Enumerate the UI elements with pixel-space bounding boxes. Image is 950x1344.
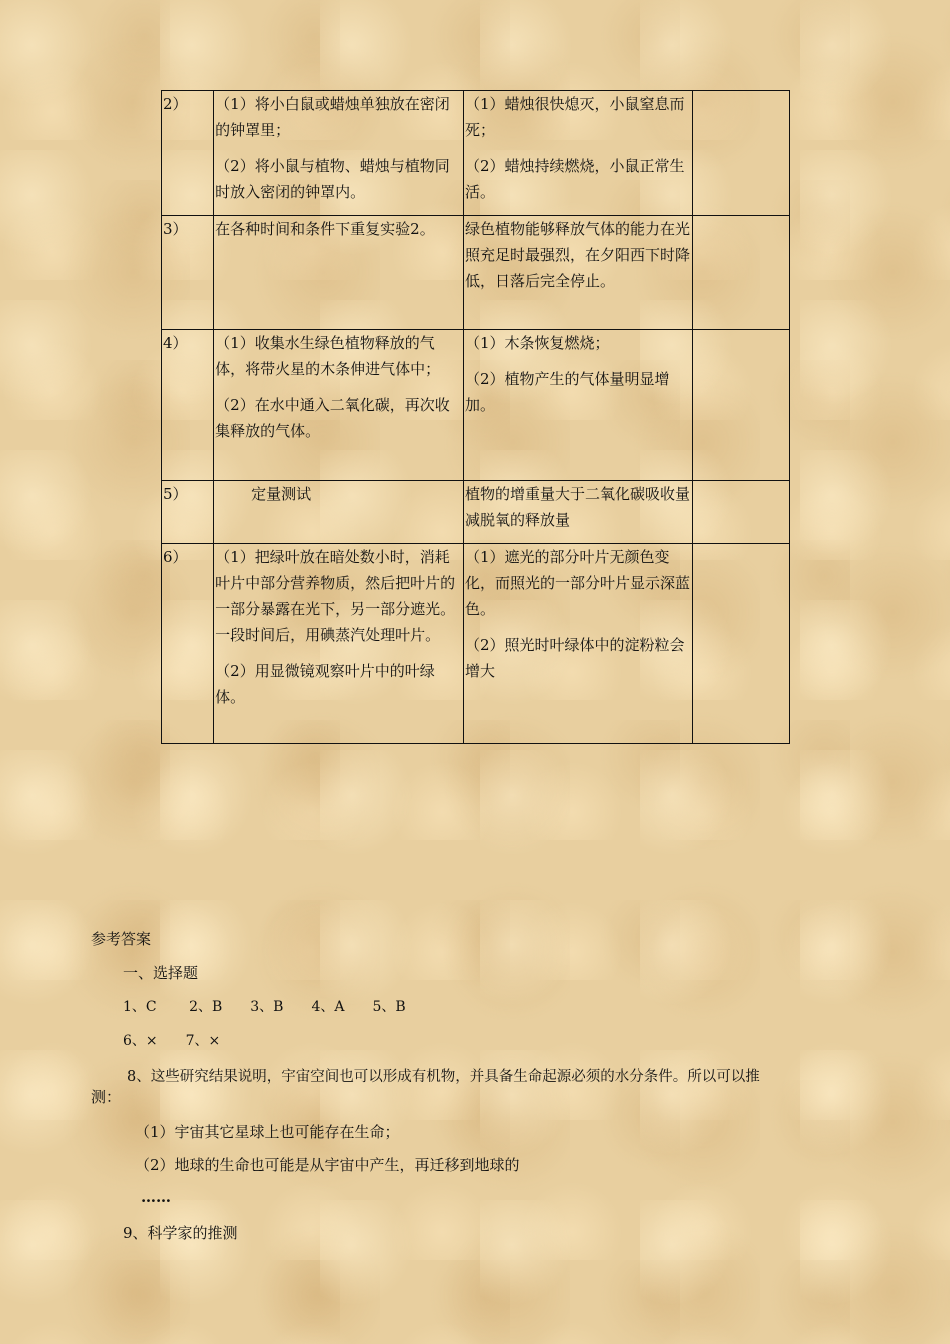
question8-text-cont: 测： [91, 1088, 122, 1106]
method-text: （1）把绿叶放在暗处数小时，消耗叶片中部分营养物质，然后把叶片的一部分暴露在光下，另一部分遮光。一段时间后，用碘蒸汽处理叶片。 [215, 548, 456, 644]
table-row [162, 216, 790, 330]
answers-heading: 参考答案 [91, 930, 152, 948]
experiment-table [161, 90, 790, 744]
result-text: 绿色植物能够释放气体的能力在光照充足时最强烈，在夕阳西下时降低，日落后完全停止。 [464, 220, 690, 290]
method-cell [214, 330, 464, 481]
question8-point: （1）宇宙其它星球上也可能存在生命； [135, 1123, 400, 1141]
question8-text: 8、这些研究结果说明，宇宙空间也可以形成有机物，并具备生命起源必须的水分条件。所以可以推 [127, 1069, 760, 1085]
question9-text: 9、科学家的推测 [123, 1224, 238, 1242]
result-text: （2）照光时叶绿体中的淀粉粒会增大 [464, 636, 685, 680]
section-heading: 一、选择题 [123, 964, 199, 982]
result-cell [463, 216, 692, 330]
result-cell [463, 544, 692, 744]
conclusion-cell [692, 481, 789, 544]
method-text: 在各种时间和条件下重复实验2。 [215, 220, 435, 238]
method-text: （1）收集水生绿色植物释放的气体，将带火星的木条伸进气体中； [215, 334, 441, 378]
result-text: （2）植物产生的气体量明显增加。 [464, 370, 670, 414]
row-number: 5） [162, 481, 214, 544]
method-text: （1）将小白鼠或蜡烛单独放在密闭的钟罩里； [215, 95, 450, 139]
table-row [162, 91, 790, 216]
result-cell [463, 330, 692, 481]
row-number: 4） [162, 330, 214, 481]
method-cell [214, 216, 464, 330]
conclusion-cell [692, 91, 789, 216]
table-row [162, 481, 790, 544]
method-cell [214, 544, 464, 744]
method-text: （2）用显微镜观察叶片中的叶绿体。 [215, 662, 435, 706]
result-text: （1）蜡烛很快熄灭，小鼠窒息而死； [464, 95, 685, 139]
row-number: 2） [162, 91, 214, 216]
result-cell [463, 91, 692, 216]
method-text: 定量测试 [251, 485, 312, 503]
result-text: 植物的增重量大于二氧化碳吸收量减脱氧的释放量 [464, 485, 690, 529]
result-text: （1）遮光的部分叶片无颜色变化，而照光的一部分叶片显示深蓝色。 [464, 548, 690, 618]
question8-point: （2）地球的生命也可能是从宇宙中产生，再迁移到地球的 [135, 1156, 520, 1174]
result-cell [463, 481, 692, 544]
method-text: （2）在水中通入二氧化碳，再次收集释放的气体。 [215, 396, 450, 440]
row-number: 3） [162, 216, 214, 330]
method-cell [214, 481, 464, 544]
ellipsis: …… [141, 1188, 171, 1206]
conclusion-cell [692, 544, 789, 744]
row-number: 6） [162, 544, 214, 744]
method-text: （2）将小鼠与植物、蜡烛与植物同时放入密闭的钟罩内。 [215, 157, 450, 201]
method-cell [214, 91, 464, 216]
answer-line: 1、C 2、B 3、B 4、A 5、B [123, 999, 406, 1015]
answer-line: 6、× 7、× [123, 1033, 221, 1049]
conclusion-cell [692, 330, 789, 481]
table-row [162, 544, 790, 744]
table-row [162, 330, 790, 481]
conclusion-cell [692, 216, 789, 330]
result-text: （1）木条恢复燃烧； [464, 334, 610, 352]
result-text: （2）蜡烛持续燃烧，小鼠正常生活。 [464, 157, 685, 201]
